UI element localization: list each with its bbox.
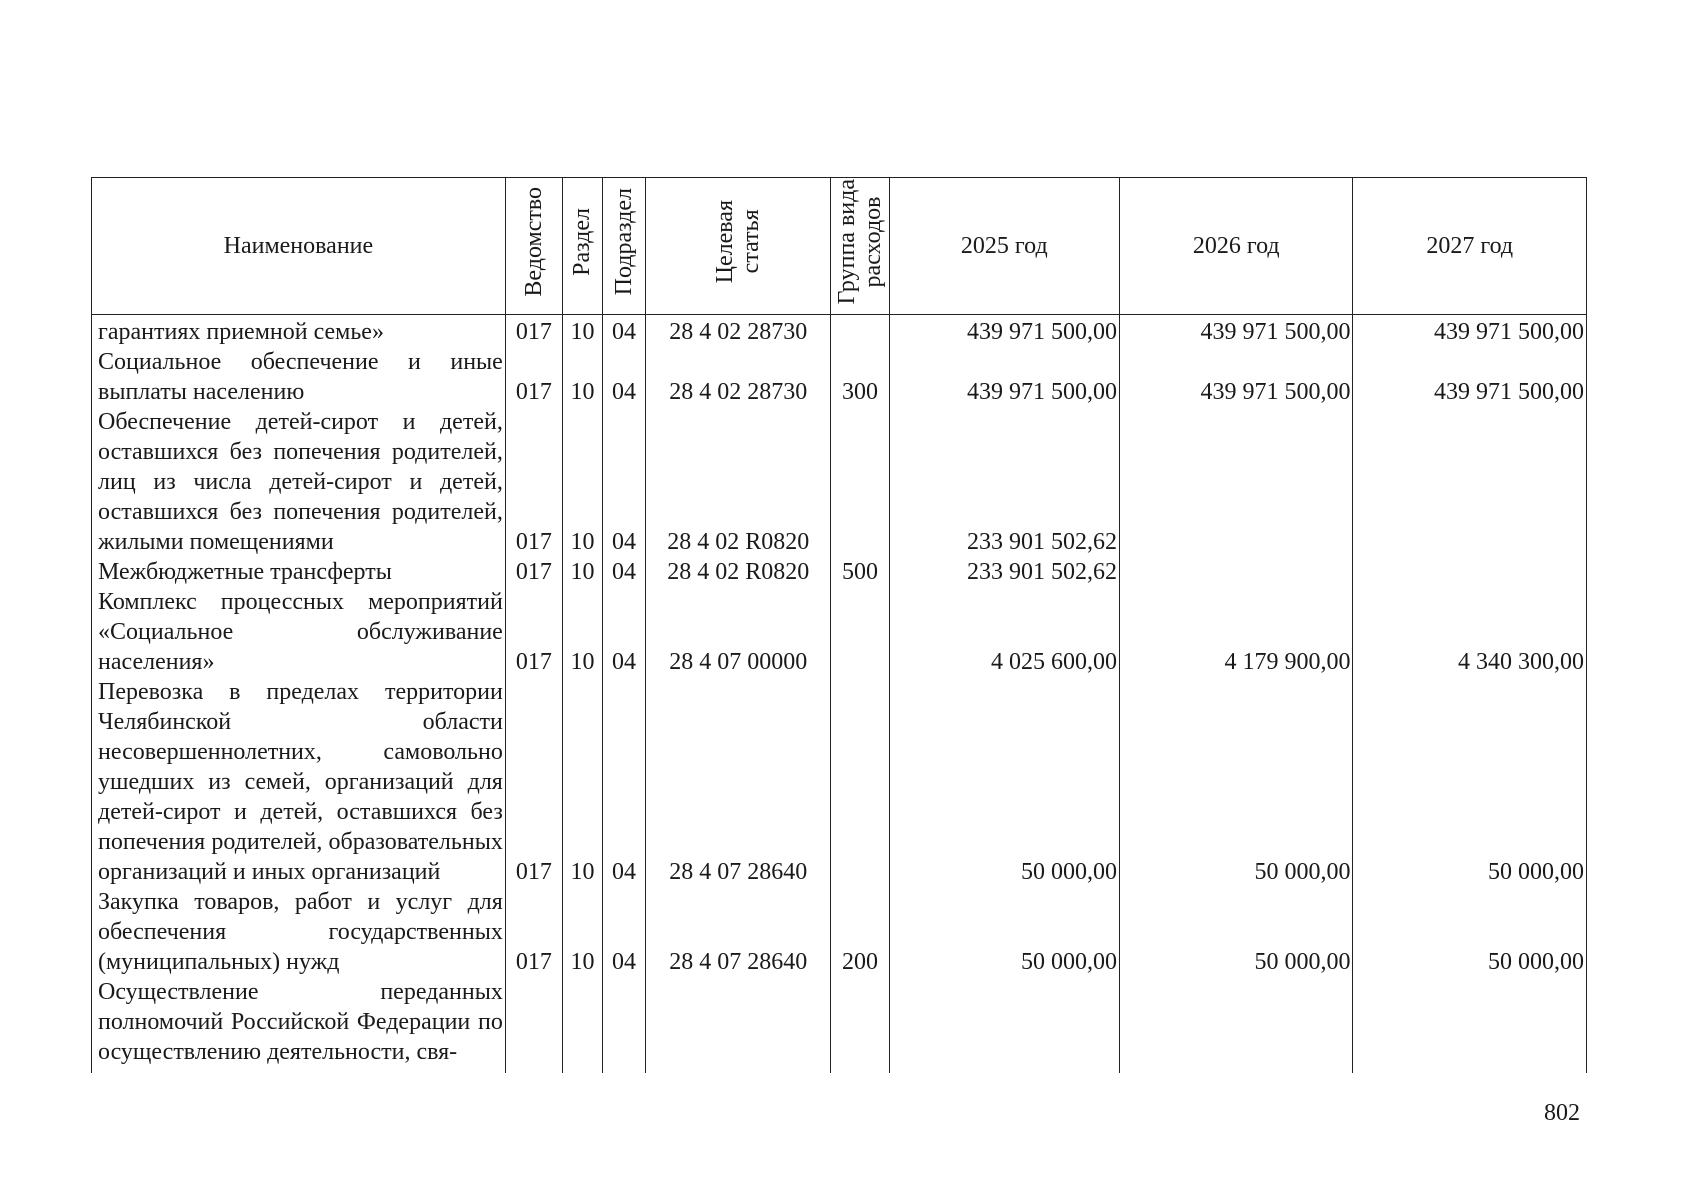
row-vedomstvo: 017 [505,887,562,977]
row-2025: 233 901 502,62 [889,557,1119,587]
row-2026: 4 179 900,00 [1120,587,1353,677]
row-celevaya-statya: 28 4 02 R0820 [646,407,831,557]
table-row [92,587,1587,677]
row-podrazdel: 04 [603,347,646,407]
row-razdel [562,977,602,1067]
table-row [92,347,1587,407]
row-2025: 4 025 600,00 [889,587,1119,677]
row-2025: 50 000,00 [889,887,1119,977]
row-podrazdel [603,977,646,1067]
row-gruppa: 500 [831,557,889,587]
row-name: Межбюджетные трансферты [92,557,506,587]
row-podrazdel: 04 [603,887,646,977]
row-2027: 50 000,00 [1353,887,1587,977]
row-2026 [1120,977,1353,1067]
row-2027 [1353,977,1587,1067]
row-celevaya-statya: 28 4 02 28730 [646,315,831,348]
table-row [92,557,1587,587]
row-2025: 439 971 500,00 [889,315,1119,348]
table-row [92,315,1587,348]
row-name: Перевозка в пределах территории Челябинской области несовершеннолетних, самовольно ушедших из семей, организаций для детей-сирот и детей, оставшихся без попечения родителей, образовательных организаций и иных организаций [92,677,506,887]
row-vedomstvo: 017 [505,557,562,587]
header-razdel: Раздел [562,178,602,315]
row-2027 [1353,557,1587,587]
row-razdel: 10 [562,407,602,557]
header-vedomstvo: Ведомство [505,178,562,315]
table-tail [92,1067,1587,1073]
row-2026: 439 971 500,00 [1120,347,1353,407]
row-gruppa [831,407,889,557]
row-2026 [1120,407,1353,557]
row-podrazdel: 04 [603,677,646,887]
row-vedomstvo: 017 [505,347,562,407]
row-name: Обеспечение детей-сирот и детей, оставшихся без попечения родителей, лиц из числа детей-сирот и детей, оставшихся без попечения родителей, жилыми помещениями [92,407,506,557]
budget-table [91,177,1587,1073]
row-name: Социальное обеспечение и иные выплаты населению [92,347,506,407]
row-celevaya-statya: 28 4 02 28730 [646,347,831,407]
header-celevaya-statya: Целевая статья [646,178,831,315]
row-celevaya-statya: 28 4 07 28640 [646,677,831,887]
header-podrazdel: Подраздел [603,178,646,315]
row-podrazdel: 04 [603,587,646,677]
row-razdel: 10 [562,347,602,407]
row-celevaya-statya: 28 4 07 28640 [646,887,831,977]
row-2027: 439 971 500,00 [1353,315,1587,348]
row-razdel: 10 [562,677,602,887]
row-2027: 4 340 300,00 [1353,587,1587,677]
row-gruppa [831,677,889,887]
row-2027: 439 971 500,00 [1353,347,1587,407]
row-name: Осуществление переданных полномочий Российской Федерации по осуществлению деятельности, свя- [92,977,506,1067]
row-2026: 439 971 500,00 [1120,315,1353,348]
row-name: Закупка товаров, работ и услуг для обеспечения государственных (муниципальных) нужд [92,887,506,977]
table-row [92,887,1587,977]
row-2025: 439 971 500,00 [889,347,1119,407]
table-row [92,677,1587,887]
row-2026 [1120,557,1353,587]
row-podrazdel: 04 [603,557,646,587]
header-2026: 2026 год [1120,178,1353,315]
table-row [92,407,1587,557]
row-gruppa [831,977,889,1067]
row-2027: 50 000,00 [1353,677,1587,887]
row-name: Комплекс процессных мероприятий «Социальное обслуживание населения» [92,587,506,677]
row-2025 [889,977,1119,1067]
row-2027 [1353,407,1587,557]
row-vedomstvo: 017 [505,315,562,348]
row-gruppa: 200 [831,887,889,977]
row-vedomstvo: 017 [505,677,562,887]
row-name: гарантиях приемной семье» [92,315,506,348]
row-2026: 50 000,00 [1120,887,1353,977]
row-gruppa [831,315,889,348]
row-2025: 233 901 502,62 [889,407,1119,557]
row-gruppa: 300 [831,347,889,407]
row-vedomstvo [505,977,562,1067]
row-razdel: 10 [562,887,602,977]
row-vedomstvo: 017 [505,587,562,677]
row-vedomstvo: 017 [505,407,562,557]
row-razdel: 10 [562,315,602,348]
row-celevaya-statya [646,977,831,1067]
table-body [92,315,1587,1074]
row-podrazdel: 04 [603,407,646,557]
table-header [92,178,1587,315]
header-name: Наименование [92,178,506,315]
row-razdel: 10 [562,587,602,677]
row-gruppa [831,587,889,677]
header-2025: 2025 год [889,178,1119,315]
row-celevaya-statya: 28 4 02 R0820 [646,557,831,587]
row-razdel: 10 [562,557,602,587]
page-number: 802 [1544,1100,1580,1126]
table-row [92,977,1587,1067]
row-podrazdel: 04 [603,315,646,348]
header-2027: 2027 год [1353,178,1587,315]
row-celevaya-statya: 28 4 07 00000 [646,587,831,677]
header-gruppa-vida-rashodov: Группа вида расходов [831,178,889,315]
row-2026: 50 000,00 [1120,677,1353,887]
row-2025: 50 000,00 [889,677,1119,887]
